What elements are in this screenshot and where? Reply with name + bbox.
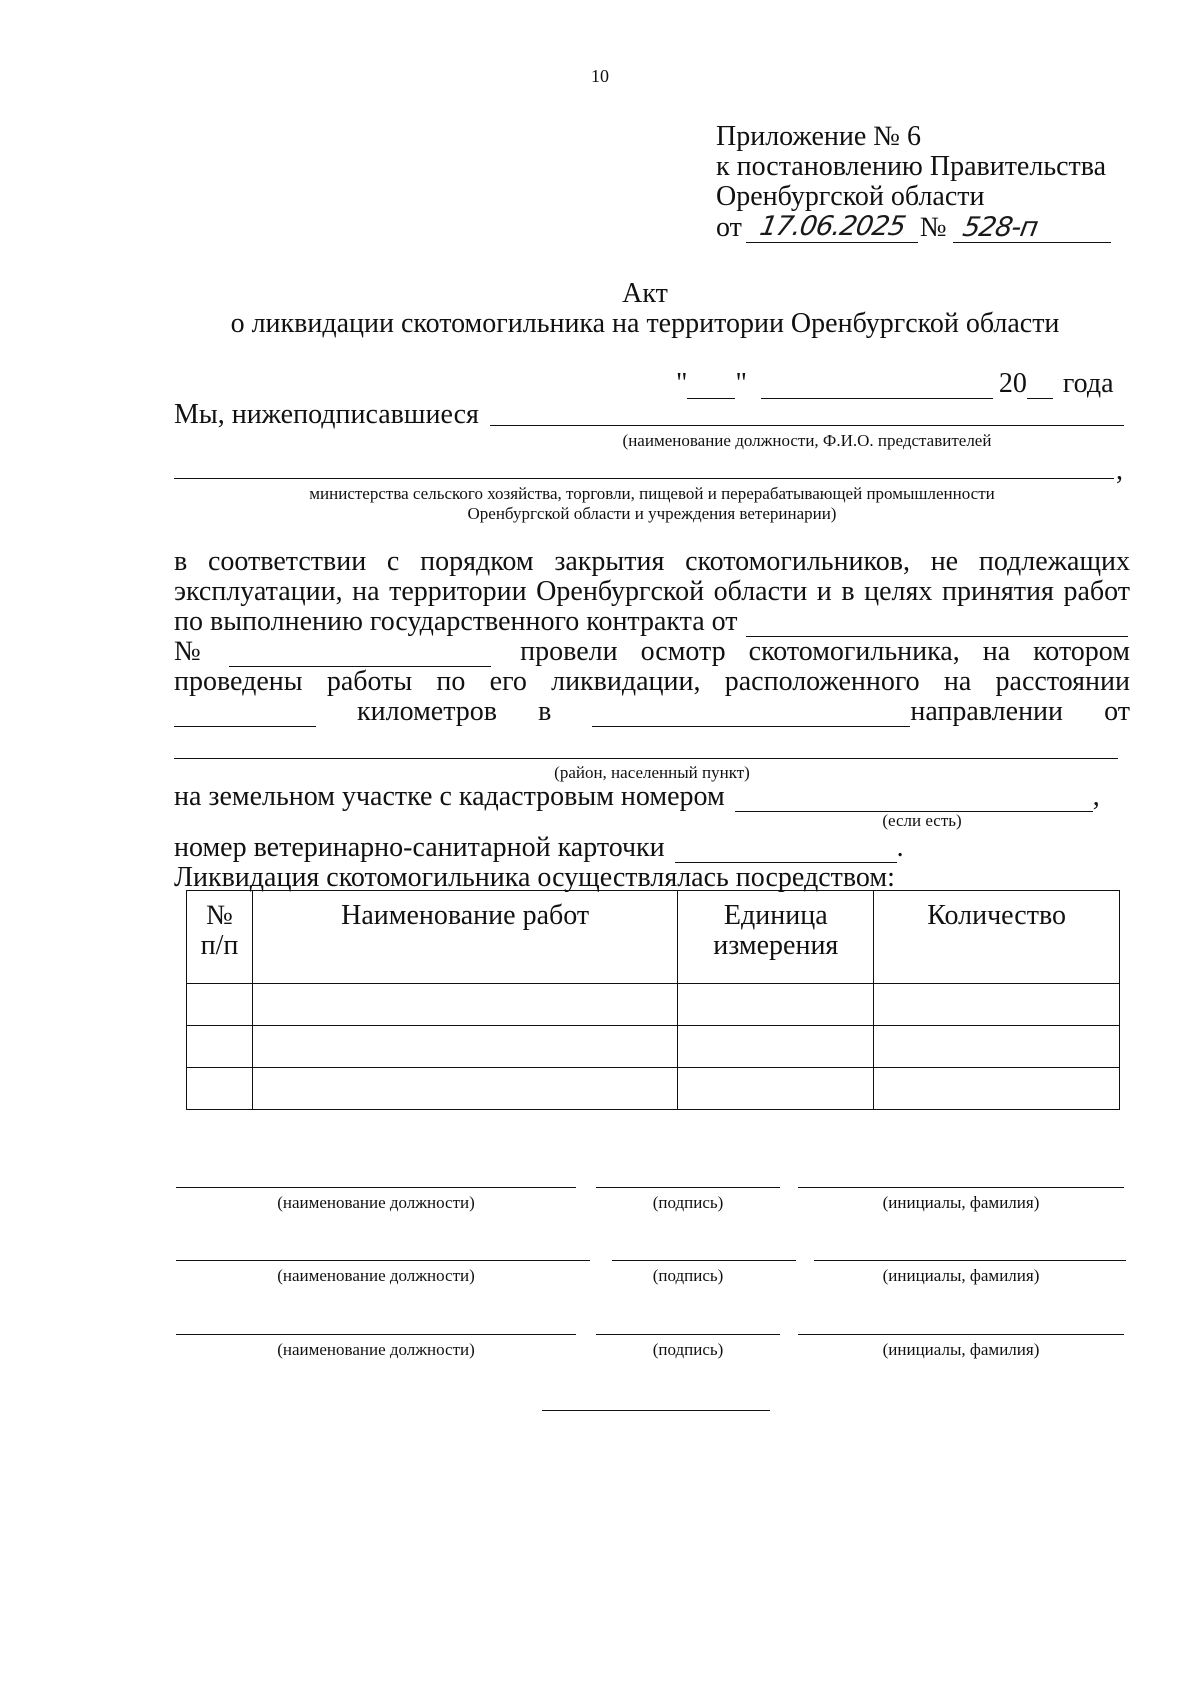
body-line-6 (174, 697, 1130, 727)
appendix-decree: к постановлению Правительства (716, 151, 1107, 182)
sig2-name-caption: (инициалы, фамилия) (882, 1266, 1040, 1285)
sig1-position-caption: (наименование должности) (277, 1193, 475, 1212)
sig2-signature-line (612, 1260, 796, 1261)
sig1-signature-caption: (подпись) (652, 1193, 724, 1212)
from-label: от (716, 212, 742, 243)
district-caption: (район, населенный пункт) (554, 763, 750, 782)
page-number: 10 (591, 66, 609, 86)
table-cell[interactable] (187, 1026, 253, 1068)
table-row (187, 984, 1120, 1026)
table-cell[interactable] (187, 984, 253, 1026)
year-suffix: года (1062, 368, 1114, 399)
district-blank (174, 758, 1118, 759)
table-cell[interactable] (252, 1026, 677, 1068)
col-header-number: № п/п (187, 891, 253, 984)
body-line-5: проведены работы по его ликвидации, расположенного на расстоянии (174, 666, 1130, 697)
signatories-blank-2 (174, 478, 1114, 479)
table-cell[interactable] (187, 1068, 253, 1110)
vet-card-label: номер ветеринарно-санитарной карточки (174, 832, 665, 863)
appendix-title: Приложение № 6 (716, 121, 921, 152)
table-cell[interactable] (678, 1026, 874, 1068)
signatories-blank-1 (490, 425, 1124, 426)
table-cell[interactable] (874, 1026, 1120, 1068)
table-cell[interactable] (874, 1068, 1120, 1110)
year-blank (1027, 372, 1053, 399)
cadastral-label: на земельном участке с кадастровым номером (174, 781, 725, 812)
sig1-position-line (176, 1187, 576, 1188)
appendix-date-number (716, 212, 1111, 243)
contract-date-blank (746, 610, 1128, 637)
signatories-caption-2: министерства сельского хозяйства, торговли, пищевой и перерабатывающей промышленности (309, 484, 995, 503)
col-header-work-name: Наименование работ (252, 891, 677, 984)
table-cell[interactable] (874, 984, 1120, 1026)
in-label: в (538, 696, 552, 727)
sig3-signature-caption: (подпись) (652, 1340, 724, 1359)
contract-label: по выполнению государственного контракта от (174, 606, 738, 637)
body-line-7 (174, 782, 1100, 812)
inspection-text: провели осмотр скотомогильника, на котором (520, 636, 1130, 667)
number-label: № (919, 212, 947, 243)
sig3-position-line (176, 1334, 576, 1335)
signatories-comma: , (1116, 455, 1123, 486)
act-subtitle: о ликвидации скотомогильника на территории Оренбургской области (230, 308, 1060, 339)
signatories-label: Мы, нижеподписавшиеся (174, 399, 479, 430)
vet-card-dot: . (896, 832, 904, 863)
table-cell[interactable] (678, 984, 874, 1026)
body-line-8 (174, 833, 904, 863)
act-title: Акт (622, 278, 668, 309)
table-cell[interactable] (678, 1068, 874, 1110)
sig3-signature-line (596, 1334, 780, 1335)
appendix-region: Оренбургской области (716, 181, 985, 212)
from-word: от (1104, 696, 1130, 727)
sig2-position-caption: (наименование должности) (277, 1266, 475, 1285)
if-any-caption: (если есть) (882, 811, 962, 830)
cadastral-comma: , (1092, 781, 1100, 812)
appendix-block (716, 122, 1111, 243)
act-date-line (676, 369, 1114, 399)
handwritten-number: 528-п (959, 212, 1040, 243)
sig2-position-line (176, 1260, 590, 1261)
table-cell[interactable] (252, 1068, 677, 1110)
body-line-4 (174, 637, 1130, 667)
number-field (953, 213, 1111, 243)
year-prefix: 20 (998, 368, 1027, 399)
end-separator (542, 1410, 770, 1411)
body-line-3 (174, 607, 1128, 637)
date-field (746, 212, 918, 243)
contract-number-blank (229, 640, 491, 667)
vet-card-blank (675, 836, 897, 863)
table-row (187, 1026, 1120, 1068)
direction-blank (592, 700, 910, 727)
table-cell[interactable] (252, 984, 677, 1026)
col-header-unit: Единица измерения (678, 891, 874, 984)
month-blank (761, 372, 993, 399)
body-line-1: в соответствии с порядком закрытия скотомогильников, не подлежащих (174, 546, 1130, 577)
signatories-caption-3: Оренбургской области и учреждения ветеринарии) (467, 504, 837, 523)
distance-blank (174, 700, 316, 727)
quote-open: " (676, 368, 688, 399)
sig2-name-line (814, 1260, 1126, 1261)
sig1-name-caption: (инициалы, фамилия) (882, 1193, 1040, 1212)
sig2-signature-caption: (подпись) (652, 1266, 724, 1285)
day-blank (687, 372, 735, 399)
table-header-row (187, 891, 1120, 984)
handwritten-date: 17.06.2025 (756, 211, 907, 242)
km-label: километров (357, 696, 498, 727)
table-row (187, 1068, 1120, 1110)
direction-group (592, 697, 1063, 727)
sig1-name-line (798, 1187, 1124, 1188)
sig3-name-caption: (инициалы, фамилия) (882, 1340, 1040, 1359)
sig3-position-caption: (наименование должности) (277, 1340, 475, 1359)
works-table (186, 890, 1120, 1110)
contract-no-label: № (174, 636, 201, 667)
quote-close: " (735, 368, 747, 399)
col-header-quantity: Количество (874, 891, 1120, 984)
cadastral-blank (735, 785, 1093, 812)
sig3-name-line (798, 1334, 1124, 1335)
body-line-2: эксплуатации, на территории Оренбургской области и в целях принятия работ (174, 576, 1130, 607)
sig1-signature-line (596, 1187, 780, 1188)
liquidation-method-label: Ликвидация скотомогильника осуществлялась посредством: (174, 862, 895, 893)
direction-label: направлении (910, 696, 1064, 727)
signatories-caption-1: (наименование должности, Ф.И.О. представителей (622, 431, 992, 450)
